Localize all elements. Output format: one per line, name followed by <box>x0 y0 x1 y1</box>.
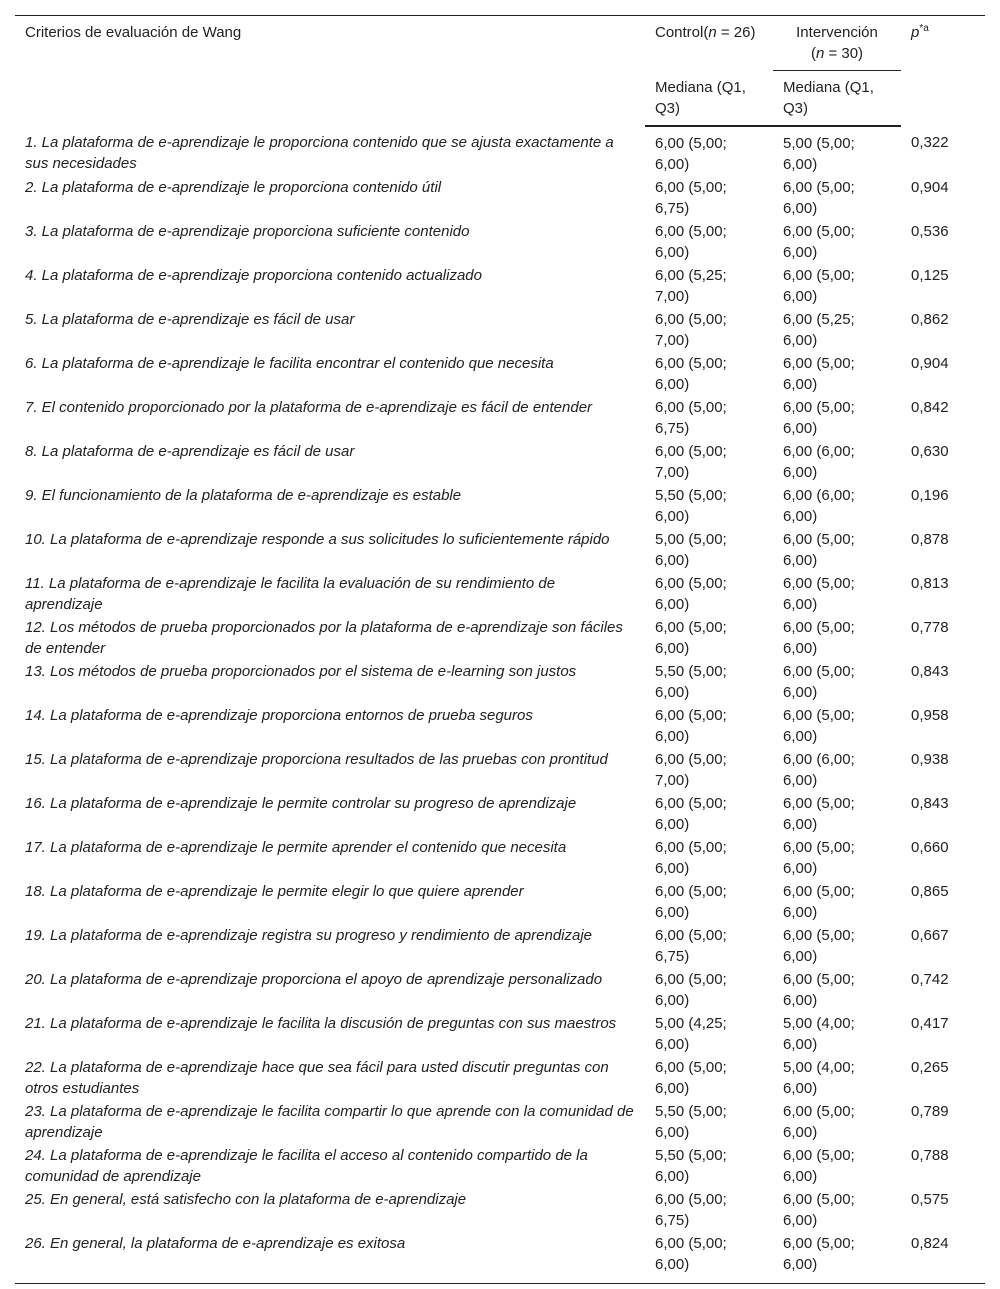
criterion-cell: 6. La plataforma de e-aprendizaje le facilita encontrar el contenido que necesita <box>25 355 554 372</box>
table-row <box>15 527 985 571</box>
control-value-cell: 5,00 (4,25; 6,00) <box>655 1015 727 1053</box>
table-row <box>15 126 985 175</box>
control-value-cell: 6,00 (5,00; 6,75) <box>655 399 727 437</box>
criterion-cell: 17. La plataforma de e-aprendizaje le permite aprender el contenido que necesita <box>25 839 567 856</box>
p-value-cell: 0,630 <box>911 443 949 460</box>
table-row <box>15 967 985 1011</box>
p-value-cell: 0,788 <box>911 1147 949 1164</box>
criterion-cell: 15. La plataforma de e-aprendizaje proporciona resultados de las pruebas con prontitud <box>25 751 608 768</box>
criterion-cell: 12. Los métodos de prueba proporcionados por la plataforma de e-aprendizaje son fáciles de entender <box>25 619 623 657</box>
p-value-column-header <box>901 16 985 127</box>
control-value-cell: 6,00 (5,00; 7,00) <box>655 443 727 481</box>
control-value-cell: 6,00 (5,00; 6,00) <box>655 839 727 877</box>
intervention-value-cell: 6,00 (5,00; 6,00) <box>783 179 855 217</box>
intervention-column-header <box>773 16 901 71</box>
intervention-value-cell: 6,00 (5,00; 6,00) <box>783 223 855 261</box>
control-value-cell: 6,00 (5,00; 6,75) <box>655 1191 727 1229</box>
p-value-cell: 0,789 <box>911 1103 949 1120</box>
table-row <box>15 351 985 395</box>
table-header <box>15 16 985 127</box>
p-value-cell: 0,742 <box>911 971 949 988</box>
control-value-cell: 5,50 (5,00; 6,00) <box>655 1147 727 1185</box>
criterion-cell: 10. La plataforma de e-aprendizaje responde a sus solicitudes lo suficientemente rápido <box>25 531 610 548</box>
criterion-cell: 26. En general, la plataforma de e-aprendizaje es exitosa <box>15 1231 645 1284</box>
control-value-cell: 5,50 (5,00; 6,00) <box>655 1103 727 1141</box>
intervention-n-value: = 30) <box>824 45 864 62</box>
p-value-cell: 0,778 <box>911 619 949 636</box>
p-value-cell: 0,904 <box>911 355 949 372</box>
control-value-cell: 6,00 (5,00; 6,00) <box>655 575 727 613</box>
p-value-cell: 0,322 <box>911 134 949 151</box>
control-value-cell: 5,00 (5,00; 6,00) <box>655 531 727 569</box>
p-value-cell: 0,667 <box>911 927 949 944</box>
intervention-value-cell: 6,00 (5,00; 6,00) <box>773 1231 901 1284</box>
intervention-value-cell: 6,00 (5,00; 6,00) <box>783 971 855 1009</box>
intervention-value-cell: 6,00 (5,00; 6,00) <box>783 267 855 305</box>
criteria-column-header: Criterios de evaluación de Wang <box>15 16 645 127</box>
intervention-value-cell: 6,00 (5,00; 6,00) <box>783 399 855 437</box>
p-value-cell: 0,958 <box>911 707 949 724</box>
intervention-value-cell: 5,00 (5,00; 6,00) <box>783 135 855 173</box>
criterion-cell: 22. La plataforma de e-aprendizaje hace que sea fácil para usted discutir preguntas con otros estudiantes <box>25 1059 609 1097</box>
p-value-cell: 0,878 <box>911 531 949 548</box>
criterion-cell: 16. La plataforma de e-aprendizaje le permite controlar su progreso de aprendizaje <box>25 795 577 812</box>
table-row <box>15 307 985 351</box>
p-value-cell: 0,660 <box>911 839 949 856</box>
intervention-value-cell: 5,00 (4,00; 6,00) <box>783 1059 855 1097</box>
intervention-value-cell: 5,00 (4,00; 6,00) <box>783 1015 855 1053</box>
p-value-cell: 0,843 <box>911 795 949 812</box>
control-value-cell: 6,00 (5,00; 7,00) <box>655 311 727 349</box>
p-value-cell: 0,125 <box>911 267 949 284</box>
table-row <box>15 747 985 791</box>
p-value-cell: 0,865 <box>911 883 949 900</box>
control-value-cell: 6,00 (5,00; 6,00) <box>655 883 727 921</box>
intervention-value-cell: 6,00 (5,00; 6,00) <box>783 1103 855 1141</box>
intervention-value-cell: 6,00 (5,00; 6,00) <box>783 663 855 701</box>
table-row <box>15 1099 985 1143</box>
p-value-cell: 0,536 <box>911 223 949 240</box>
control-value-cell: 6,00 (5,00; 6,00) <box>655 971 727 1009</box>
criterion-cell: 19. La plataforma de e-aprendizaje registra su progreso y rendimiento de aprendizaje <box>25 927 593 944</box>
table-row <box>15 1055 985 1099</box>
table-row <box>15 835 985 879</box>
intervention-value-cell: 6,00 (5,00; 6,00) <box>783 1191 855 1229</box>
control-value-cell: 5,50 (5,00; 6,00) <box>655 487 727 525</box>
criterion-cell: 1. La plataforma de e-aprendizaje le proporciona contenido que se ajusta exactamente a sus necesidades <box>25 134 614 172</box>
results-table <box>15 15 985 1284</box>
table-row <box>15 879 985 923</box>
criterion-cell: 5. La plataforma de e-aprendizaje es fácil de usar <box>25 311 355 328</box>
p-symbol: p <box>911 24 920 41</box>
table-row <box>15 1187 985 1231</box>
criterion-cell: 25. En general, está satisfecho con la plataforma de e-aprendizaje <box>25 1191 467 1208</box>
criterion-cell: 13. Los métodos de prueba proporcionados por el sistema de e-learning son justos <box>25 663 577 680</box>
intervention-value-cell: 6,00 (5,00; 6,00) <box>783 1147 855 1185</box>
control-value-cell: 6,00 (5,00; 6,75) <box>655 179 727 217</box>
p-value-cell: 0,265 <box>911 1059 949 1076</box>
table-row <box>15 395 985 439</box>
criterion-cell: 20. La plataforma de e-aprendizaje proporciona el apoyo de aprendizaje personalizado <box>25 971 603 988</box>
intervention-value-cell: 6,00 (5,00; 6,00) <box>783 531 855 569</box>
table-row <box>15 571 985 615</box>
control-value-cell: 6,00 (5,00; 6,75) <box>655 927 727 965</box>
intervention-value-cell: 6,00 (5,00; 6,00) <box>783 355 855 393</box>
control-value-cell: 6,00 (5,00; 6,00) <box>655 619 727 657</box>
intervention-value-cell: 6,00 (5,25; 6,00) <box>783 311 855 349</box>
control-label: Control( <box>655 24 709 41</box>
intervention-value-cell: 6,00 (5,00; 6,00) <box>783 883 855 921</box>
intervention-value-cell: 6,00 (5,00; 6,00) <box>783 575 855 613</box>
p-value-cell: 0,196 <box>911 487 949 504</box>
criterion-cell: 23. La plataforma de e-aprendizaje le facilita compartir lo que aprende con la comunidad de aprendizaje <box>25 1103 634 1141</box>
criterion-cell: 11. La plataforma de e-aprendizaje le facilita la evaluación de su rendimiento de aprendizaje <box>25 575 556 613</box>
control-value-cell: 6,00 (5,00; 6,00) <box>645 1231 773 1284</box>
intervention-value-cell: 6,00 (6,00; 6,00) <box>783 487 855 525</box>
control-value-cell: 6,00 (5,00; 7,00) <box>655 751 727 789</box>
control-value-cell: 6,00 (5,00; 6,00) <box>655 707 727 745</box>
criterion-cell: 18. La plataforma de e-aprendizaje le permite elegir lo que quiere aprender <box>25 883 524 900</box>
p-value-cell: 0,824 <box>901 1231 985 1284</box>
control-subheader: Mediana (Q1, Q3) <box>645 71 773 127</box>
table-row <box>15 1011 985 1055</box>
header-row-top <box>15 16 985 71</box>
intervention-value-cell: 6,00 (5,00; 6,00) <box>783 707 855 745</box>
table-row <box>15 1143 985 1187</box>
control-value-cell: 6,00 (5,00; 6,00) <box>655 223 727 261</box>
intervention-value-cell: 6,00 (5,00; 6,00) <box>783 839 855 877</box>
p-value-cell: 0,417 <box>911 1015 949 1032</box>
p-value-cell: 0,843 <box>911 663 949 680</box>
criterion-cell: 4. La plataforma de e-aprendizaje proporciona contenido actualizado <box>25 267 482 284</box>
intervention-value-cell: 6,00 (6,00; 6,00) <box>783 751 855 789</box>
control-value-cell: 6,00 (5,00; 6,00) <box>655 355 727 393</box>
criterion-cell: 21. La plataforma de e-aprendizaje le facilita la discusión de preguntas con sus maestros <box>25 1015 617 1032</box>
p-value-cell: 0,862 <box>911 311 949 328</box>
criterion-cell: 8. La plataforma de e-aprendizaje es fácil de usar <box>25 443 355 460</box>
p-value-cell: 0,842 <box>911 399 949 416</box>
table-row <box>15 703 985 747</box>
intervention-value-cell: 6,00 (5,00; 6,00) <box>783 927 855 965</box>
intervention-n-symbol: n <box>815 45 825 62</box>
criterion-cell: 9. El funcionamiento de la plataforma de e-aprendizaje es estable <box>25 487 462 504</box>
table-row <box>15 1231 985 1284</box>
control-value-cell: 6,00 (5,00; 6,00) <box>655 795 727 833</box>
table-row <box>15 791 985 835</box>
control-n-symbol: n <box>708 24 717 41</box>
intervention-value-cell: 6,00 (5,00; 6,00) <box>783 795 855 833</box>
p-value-cell: 0,575 <box>911 1191 949 1208</box>
control-value-cell: 6,00 (5,00; 6,00) <box>655 135 727 173</box>
table-row <box>15 439 985 483</box>
control-value-cell: 5,50 (5,00; 6,00) <box>655 663 727 701</box>
p-value-cell: 0,938 <box>911 751 949 768</box>
table-row <box>15 483 985 527</box>
control-value-cell: 6,00 (5,00; 6,00) <box>655 1059 727 1097</box>
intervention-subheader: Mediana (Q1, Q3) <box>773 71 901 127</box>
criterion-cell: 24. La plataforma de e-aprendizaje le facilita el acceso al contenido compartido de la comunidad de aprendizaje <box>25 1147 588 1185</box>
criterion-cell: 3. La plataforma de e-aprendizaje proporciona suficiente contenido <box>25 223 470 240</box>
table-row <box>15 263 985 307</box>
intervention-value-cell: 6,00 (5,00; 6,00) <box>783 619 855 657</box>
table-body <box>15 126 985 1284</box>
table-row <box>15 219 985 263</box>
control-n-value: = 26) <box>716 24 756 41</box>
control-column-header <box>645 16 773 71</box>
criterion-cell: 7. El contenido proporcionado por la plataforma de e-aprendizaje es fácil de entender <box>25 399 593 416</box>
table-row <box>15 659 985 703</box>
table-row <box>15 175 985 219</box>
criterion-cell: 14. La plataforma de e-aprendizaje proporciona entornos de prueba seguros <box>25 707 533 724</box>
criterion-cell: 2. La plataforma de e-aprendizaje le proporciona contenido útil <box>25 179 442 196</box>
intervention-value-cell: 6,00 (6,00; 6,00) <box>783 443 855 481</box>
p-superscript: *a <box>919 23 929 34</box>
intervention-label: Intervención <box>796 24 878 41</box>
intervention-open: ( <box>810 45 816 62</box>
table-row <box>15 615 985 659</box>
control-value-cell: 6,00 (5,25; 7,00) <box>655 267 727 305</box>
p-value-cell: 0,813 <box>911 575 949 592</box>
p-value-cell: 0,904 <box>911 179 949 196</box>
table-row <box>15 923 985 967</box>
